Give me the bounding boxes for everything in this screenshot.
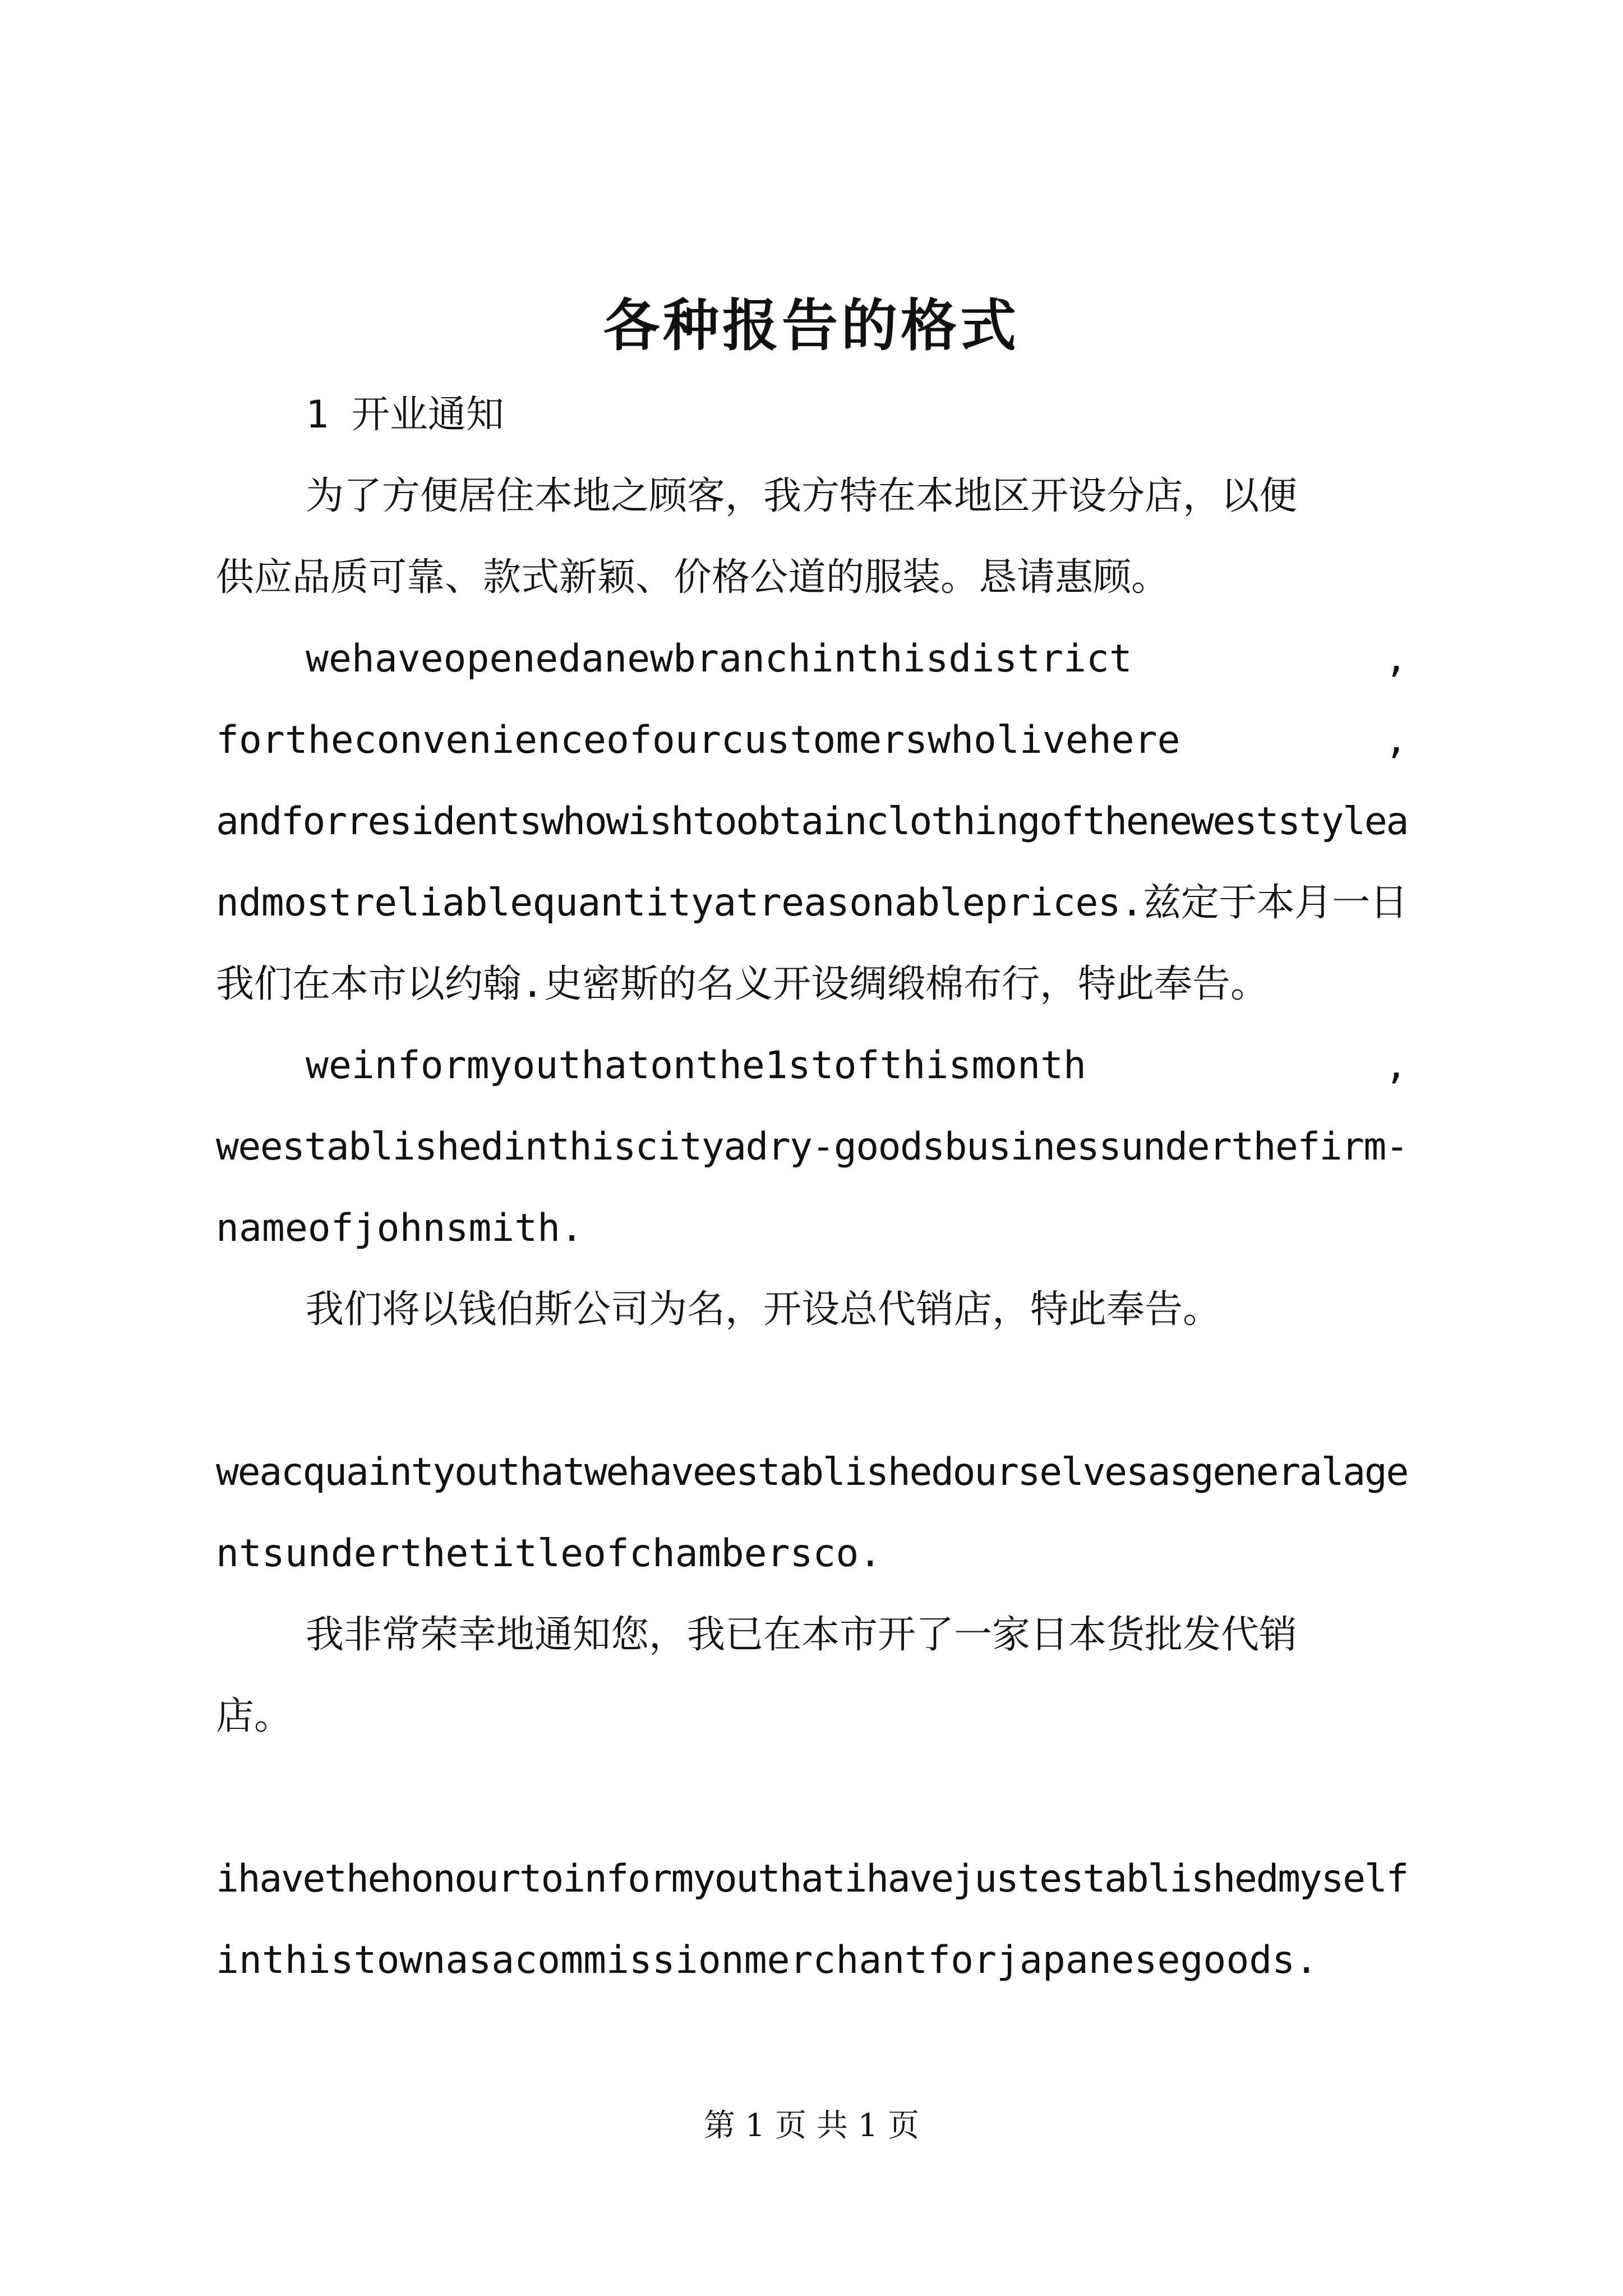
line-text: wehaveopenedanewbranchinthisdistrict — [306, 637, 1132, 681]
paragraph-line — [306, 634, 1408, 684]
section-heading: 1 开业通知 — [306, 393, 504, 437]
line-comma: , — [1385, 637, 1408, 681]
paragraph-line: weestablishedinthiscityadry-goodsbusinessunderthefirm- — [216, 1125, 1408, 1169]
line-comma: , — [1385, 718, 1408, 762]
document-title: 各种报告的格式 — [603, 292, 1020, 358]
paragraph-line: inthistownasacommissionmerchantforjapanesegoods. — [216, 1938, 1318, 1982]
paragraph-line: 我非常荣幸地通知您，我已在本市开了一家日本货批发代销 — [306, 1613, 1298, 1657]
paragraph-line: 为了方便居住本地之顾客，我方特在本地区开设分店，以便 — [306, 474, 1298, 518]
line-comma: , — [1385, 1043, 1408, 1088]
paragraph-line: 供应品质可靠、款式新颖、价格公道的服装。恳请惠顾。 — [216, 555, 1170, 600]
paragraph-line — [306, 1041, 1408, 1091]
paragraph-line: 我们在本市以约翰.史密斯的名义开设绸缎棉布行，特此奉告。 — [216, 962, 1269, 1006]
line-text: fortheconvenienceofourcustomerswholivehere — [216, 718, 1181, 762]
paragraph-line: andforresidentswhowishtoobtainclothingoftheneweststylea — [216, 799, 1408, 844]
paragraph-line: ntsunderthetitleofchambersco. — [216, 1531, 882, 1576]
paragraph-line: weacquaintyouthatwehaveestablishedourselvesasgeneralage — [216, 1450, 1408, 1494]
paragraph-line: ihavethehonourtoinformyouthatihavejustestablishedmyself — [216, 1857, 1408, 1901]
page-footer: 第 1 页 共 1 页 — [703, 2108, 920, 2144]
line-text: weinformyouthatonthe1stofthismonth — [306, 1043, 1086, 1088]
paragraph-line: ndmostreliablequantityatreasonableprices.兹定于本月一日 — [216, 881, 1408, 925]
paragraph-line: 店。 — [216, 1694, 293, 1738]
paragraph-line — [216, 715, 1408, 766]
paragraph-line: nameofjohnsmith. — [216, 1206, 584, 1250]
paragraph-line: 我们将以钱伯斯公司为名，开设总代销店，特此奉告。 — [306, 1287, 1221, 1332]
